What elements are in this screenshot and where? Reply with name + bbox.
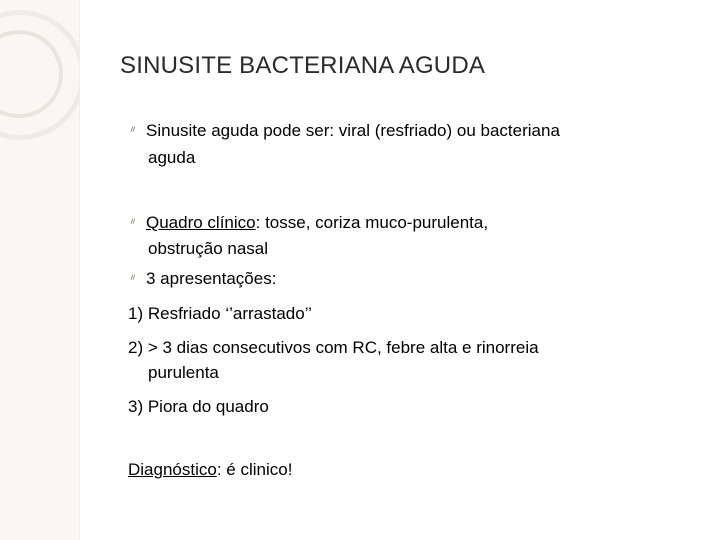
numbered-item-2: 2) > 3 dias consecutivos com RC, febre alta e rinorreia — [128, 338, 539, 357]
bullet-2-label: Quadro clínico — [146, 213, 256, 232]
curl-bullet-icon: ᐥ — [130, 216, 137, 231]
bullet-item-3 — [130, 267, 276, 292]
diagnosis-line — [128, 458, 292, 482]
slide-title: SINUSITE BACTERIANA AGUDA — [120, 52, 486, 79]
bullet-3-text: 3 apresentações: — [146, 269, 277, 288]
numbered-item-2-line2: purulenta — [148, 363, 219, 382]
bullet-2-line2: obstrução nasal — [148, 239, 269, 258]
bullet-item-1 — [130, 119, 560, 144]
bullet-item-2 — [130, 211, 488, 236]
curl-bullet-icon: ᐥ — [130, 124, 137, 139]
numbered-item-1: 1) Resfriado ‘’arrastado’’ — [128, 304, 312, 323]
diagnosis-rest: : é clinico! — [216, 460, 293, 479]
decorative-side-strip — [0, 0, 80, 540]
bullet-1-line2: aguda — [148, 148, 196, 167]
numbered-item-3: 3) Piora do quadro — [128, 397, 269, 416]
bullet-2-rest: : tosse, coriza muco-purulenta, — [255, 213, 489, 232]
side-strip-edge — [79, 0, 80, 540]
diagnosis-label: Diagnóstico — [128, 460, 217, 479]
curl-bullet-icon: ᐥ — [130, 272, 137, 287]
bullet-1-line1: Sinusite aguda pode ser: viral (resfriado) ou bacteriana — [146, 121, 560, 140]
